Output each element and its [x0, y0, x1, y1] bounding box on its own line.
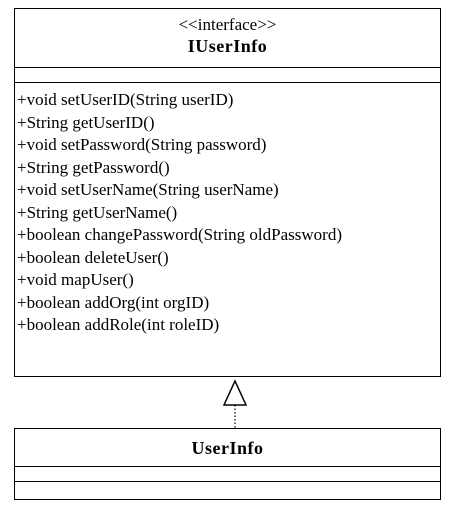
- hollow-triangle-arrowhead: [224, 381, 246, 405]
- interface-name-compartment: [15, 9, 440, 68]
- operation-item: +void setUserName(String userName): [17, 180, 279, 199]
- operation-item: +String getUserID(): [17, 112, 155, 132]
- operation-item: +boolean addRole(int roleID): [17, 315, 220, 334]
- operation-item: +boolean changePassword(String oldPassword): [17, 225, 342, 244]
- class-name-compartment: [15, 429, 440, 467]
- interface-stereotype: <<interface>>: [178, 15, 277, 34]
- operation-item: +void mapUser(): [17, 270, 134, 289]
- implementation-class-box: [14, 428, 441, 500]
- operation-item: +String getUserName(): [17, 202, 178, 222]
- interface-name: IUserInfo: [187, 36, 268, 56]
- operation-item: +String getPassword(): [17, 157, 170, 177]
- interface-attributes-compartment: [15, 68, 440, 83]
- interface-class-box: [14, 8, 441, 377]
- operation-item: +boolean addOrg(int orgID): [17, 292, 210, 312]
- class-attributes-compartment: [15, 467, 440, 482]
- class-name: UserInfo: [191, 438, 264, 458]
- interface-operations-compartment: [15, 83, 440, 337]
- operation-item: +void setUserID(String userID): [17, 90, 234, 109]
- operation-item: +void setPassword(String password): [17, 135, 267, 154]
- operation-item: +boolean deleteUser(): [17, 247, 169, 267]
- realization-arrow: [220, 377, 250, 429]
